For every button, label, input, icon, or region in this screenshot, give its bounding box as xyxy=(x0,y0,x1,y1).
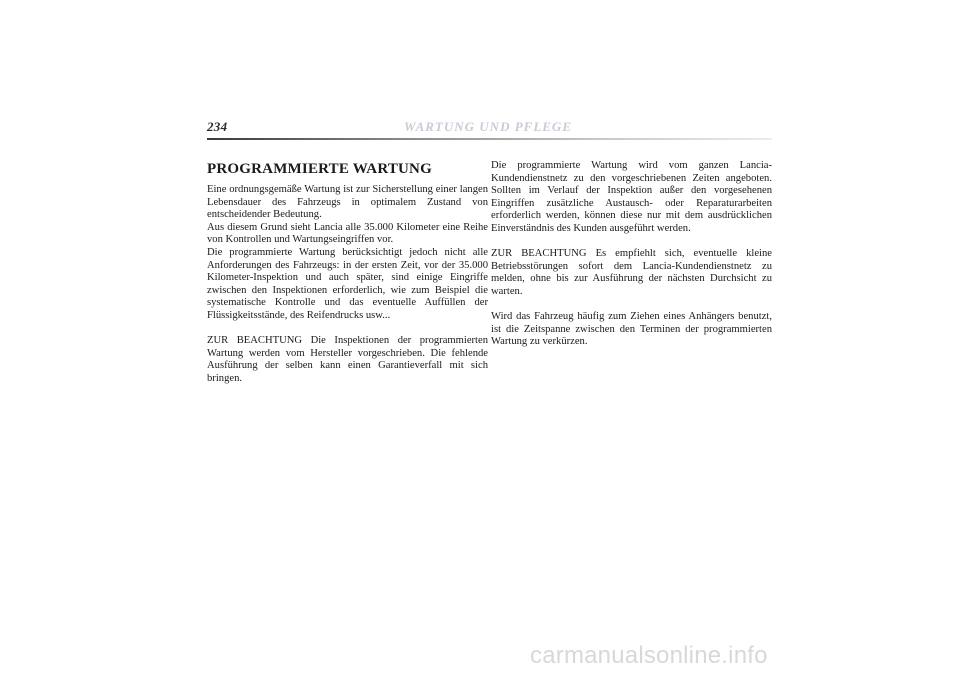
paragraph-note-malfunctions: ZUR BEACHTUNG Es empfiehlt sich, eventuelle kleine Betriebsstörungen sofort dem Lancia-Kundendienstnetz zu melden, ohne bis zur Ausführung der nächsten Durchsicht zu warten. xyxy=(491,248,772,297)
paragraph-trailer: Wird das Fahrzeug häufig zum Ziehen eines Anhängers benutzt, ist die Zeitspanne zwischen den Terminen der programmierten Wartung zu verkürzen. xyxy=(491,311,772,348)
watermark: carmanualsonline.info xyxy=(530,642,768,669)
page-number: 234 xyxy=(207,119,228,134)
page-heading: PROGRAMMIERTE WARTUNG xyxy=(207,161,432,177)
paragraph-service-network: Die programmierte Wartung wird vom ganzen Lancia-Kundendienstnetz zu den vorgeschriebenen Zeiten angeboten. Sollten im Verlauf der Inspektion außer den vorgesehenen Eingriffen zusätzliche Austausch- oder Reparaturarbeiten erforderlich werden, können diese nur mit dem ausdrücklichen Einverständnis des Kunden ausgeführt werden. xyxy=(491,160,772,234)
paragraph-requirements: Die programmierte Wartung berücksichtigt jedoch nicht alle Anforderungen des Fahrzeugs: in der ersten Zeit, vor der 35.000 Kilometer-Inspektion und auch später, sind einige Eingriffe zwischen den Inspektionen erforderlich, wie zum Beispiel die systematische Kontrolle und das eventuelle Auffüllen der Flüssigkeitsstände, des Reifendrucks usw... xyxy=(207,246,488,321)
paragraph-gap xyxy=(491,236,772,249)
paragraph-intro: Eine ordnungsgemäße Wartung ist zur Sicherstellung einer langen Lebensdauer des Fahrzeugs in optimalem Zustand von entscheidender Bedeutung. xyxy=(207,184,488,221)
left-column xyxy=(207,160,488,386)
paragraph-gap xyxy=(491,299,772,312)
section-title: WARTUNG UND PFLEGE xyxy=(404,119,572,134)
right-column xyxy=(491,160,772,349)
paragraph-gap xyxy=(207,323,488,336)
header-rule xyxy=(207,138,772,140)
paragraph-interval: Aus diesem Grund sieht Lancia alle 35.000 Kilometer eine Reihe von Kontrollen und Wartungseingriffen vor. xyxy=(207,221,488,246)
paragraph-note-warranty: ZUR BEACHTUNG Die Inspektionen der programmierten Wartung werden vom Hersteller vorgeschrieben. Die fehlende Ausführung der selben kann einen Garantieverfall mit sich bringen. xyxy=(207,335,488,384)
